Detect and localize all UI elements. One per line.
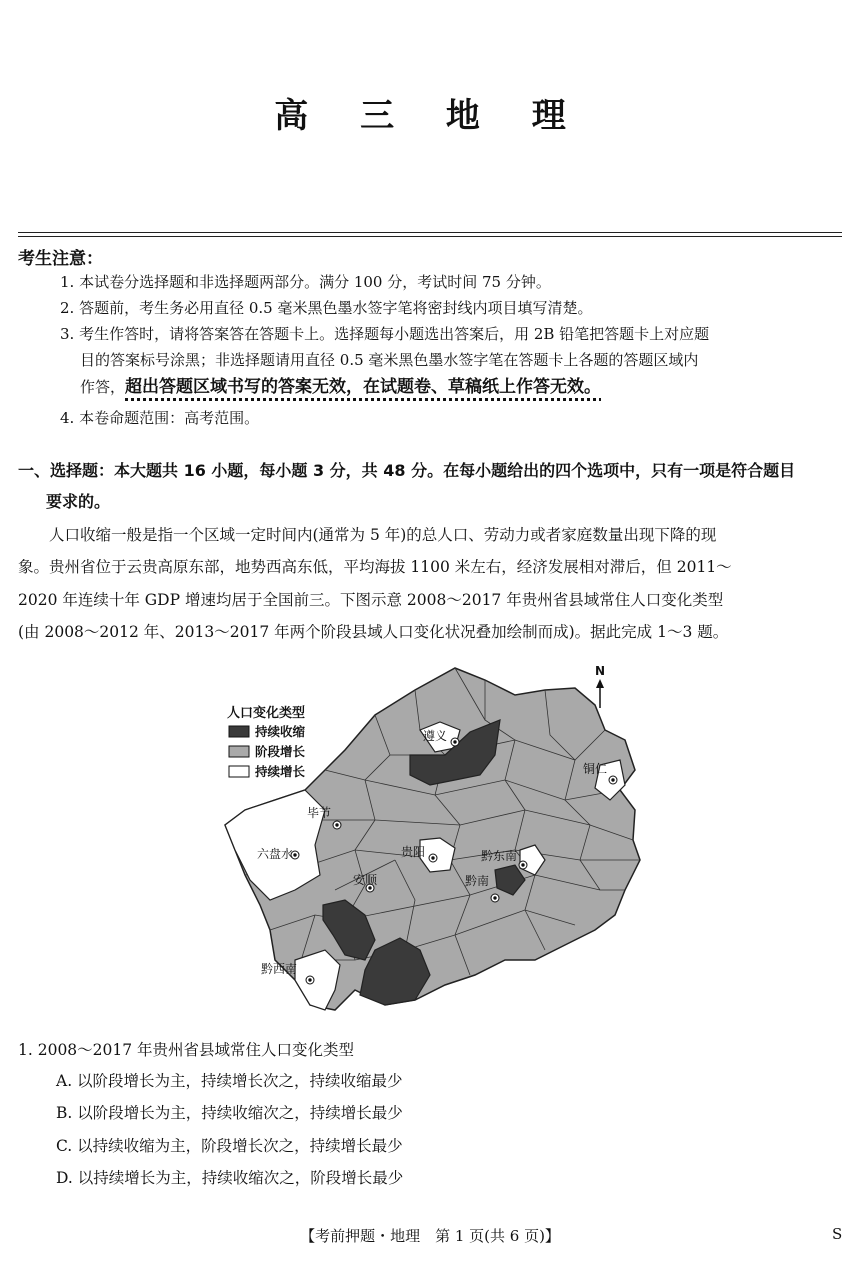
section-1-line-2: 要求的。 xyxy=(46,492,111,511)
notice-item-2: 2. 答题前，考生务必用直径 0.5 毫米黑色墨水签字笔将密封线内项目填写清楚。 xyxy=(60,299,593,317)
north-arrow-icon xyxy=(595,664,605,708)
question-1-stem: 1. 2008～2017 年贵州省县域常住人口变化类型 xyxy=(18,1041,355,1059)
passage-line-2: 象。贵州省位于云贵高原东部，地势西高东低，平均海拔 1100 米左右，经济发展相对滞后，但 2011～ xyxy=(18,558,732,576)
section-1-line-1: 一、选择题：本大题共 16 小题，每小题 3 分，共 48 分。在每小题给出的四个选项中，只有一项是符合题目 xyxy=(18,461,796,480)
legend-swatch-continuous-growth xyxy=(229,766,249,777)
label-zunyi: 遵义 xyxy=(423,729,448,743)
guizhou-population-map xyxy=(215,660,645,1022)
legend-swatch-stage-growth xyxy=(229,746,249,757)
label-guiyang: 贵阳 xyxy=(401,845,426,859)
notice-heading: 考生注意： xyxy=(18,249,103,269)
label-tongren: 铜仁 xyxy=(583,762,608,776)
legend-swatch-shrink xyxy=(229,726,249,737)
notice-item-3-line-2: 目的答案标号涂黑；非选择题请用直径 0.5 毫米黑色墨水签字笔在答题卡上各题的答题区域内 xyxy=(80,351,699,369)
label-qiannan: 黔南 xyxy=(465,874,490,888)
footer-mark: S xyxy=(832,1225,843,1243)
header-rule-bottom xyxy=(18,236,842,237)
question-1-option-b: B. 以阶段增长为主，持续收缩次之，持续增长最少 xyxy=(56,1104,403,1122)
north-label: N xyxy=(595,664,606,678)
legend-title: 人口变化类型 xyxy=(227,706,306,721)
label-liupanshui: 六盘水 xyxy=(257,847,294,861)
legend-label-shrink: 持续收缩 xyxy=(255,724,306,739)
label-anshun: 安顺 xyxy=(353,873,378,887)
label-qianxinan: 黔西南 xyxy=(261,962,298,976)
map-legend xyxy=(227,705,306,779)
notice-item-3-line-3 xyxy=(80,374,844,400)
notice-item-3-emphasis: 超出答题区域书写的答案无效，在试题卷、草稿纸上作答无效。 xyxy=(125,377,602,397)
notice-item-3-prefix: 作答， xyxy=(80,378,126,396)
header-rule-top xyxy=(18,232,842,233)
label-qiandongnan: 黔东南 xyxy=(481,849,518,863)
page-footer: 【考前押题・地理 第 1 页(共 6 页)】 xyxy=(300,1227,560,1245)
question-1-option-a: A. 以阶段增长为主，持续增长次之，持续收缩最少 xyxy=(56,1072,403,1090)
notice-item-1: 1. 本试卷分选择题和非选择题两部分。满分 100 分，考试时间 75 分钟。 xyxy=(60,273,551,291)
question-1-option-c: C. 以持续收缩为主，阶段增长次之，持续增长最少 xyxy=(56,1137,403,1155)
label-bijie: 毕节 xyxy=(307,806,332,820)
question-1-option-d: D. 以持续增长为主，持续收缩次之，阶段增长最少 xyxy=(56,1169,404,1187)
page-title: 高 三 地 理 xyxy=(274,96,586,136)
map-svg xyxy=(215,660,645,1022)
legend-label-continuous-growth: 持续增长 xyxy=(255,764,306,779)
notice-item-4: 4. 本卷命题范围：高考范围。 xyxy=(60,409,260,427)
legend-label-stage-growth: 阶段增长 xyxy=(255,744,306,759)
passage-line-4: (由 2008～2012 年、2013～2017 年两个阶段县域人口变化状况叠加绘制而成)。据此完成 1～3 题。 xyxy=(18,623,729,641)
notice-item-3-line-1: 3. 考生作答时，请将答案答在答题卡上。选择题每小题选出答案后，用 2B 铅笔把答题卡上对应题 xyxy=(60,325,710,343)
passage-line-1: 人口收缩一般是指一个区域一定时间内(通常为 5 年)的总人口、劳动力或者家庭数量出现下降的现 xyxy=(18,526,717,544)
passage-line-3: 2020 年连续十年 GDP 增速均居于全国前三。下图示意 2008～2017 年贵州省县域常住人口变化类型 xyxy=(18,591,724,609)
